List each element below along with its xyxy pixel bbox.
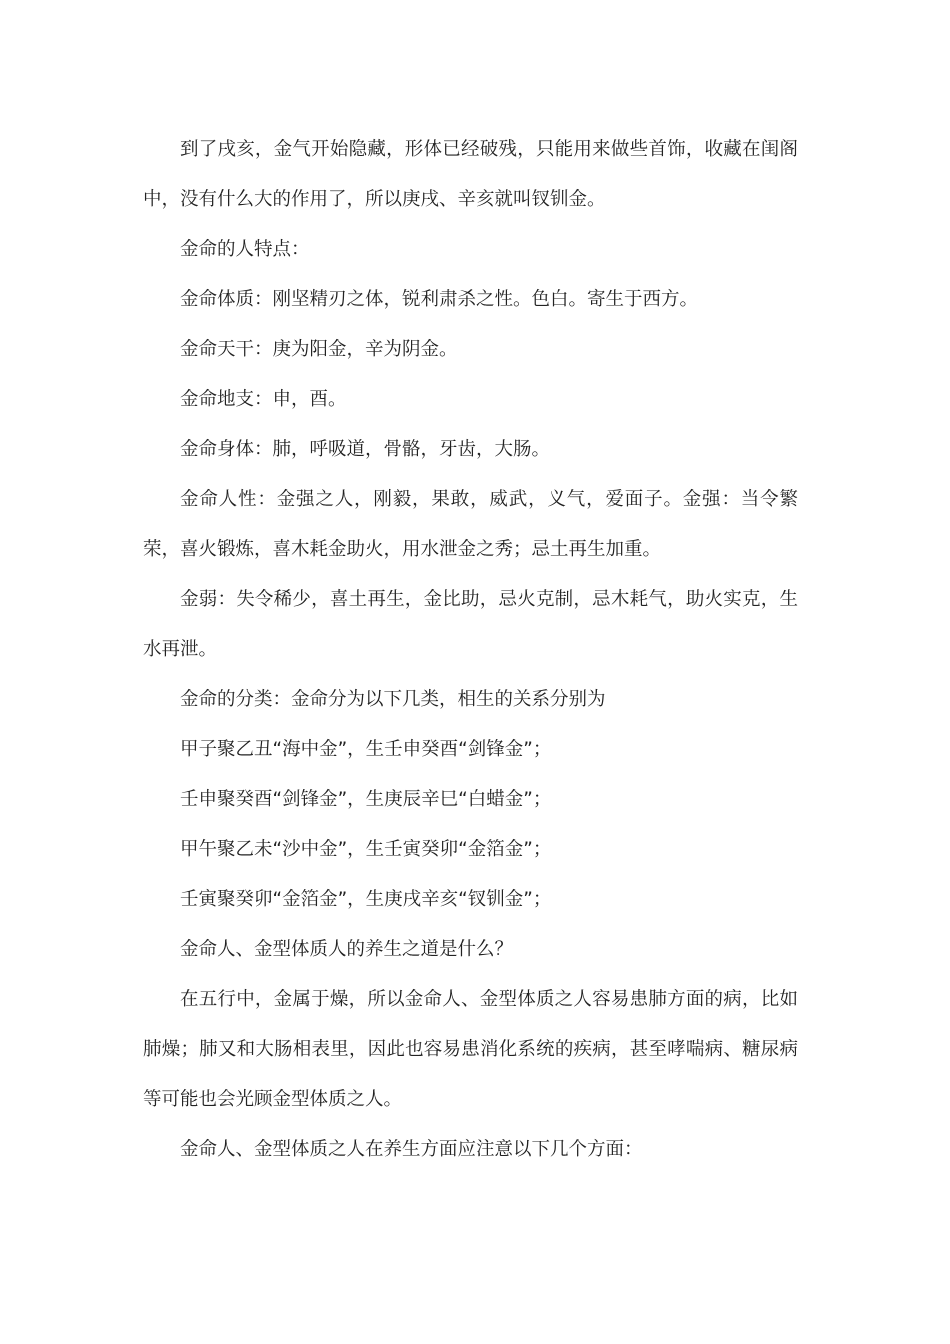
paragraph-constitution: 金命体质：刚坚精刃之体，锐利肃杀之性。色白。寄生于西方。 [180, 289, 699, 310]
paragraph-personality-weak: 金弱：失令稀少，喜土再生，金比助，忌火克制，忌木耗气，助火实克，生水再泄。 [143, 589, 798, 660]
paragraph-class-2: 壬申聚癸酉“剑锋金”，生庚辰辛巳“白蜡金”； [180, 789, 552, 810]
paragraph-class-4: 壬寅聚癸卯“金箔金”，生庚戌辛亥“钗钏金”； [180, 889, 552, 910]
paragraph-health-aspects: 金命人、金型体质之人在养生方面应注意以下几个方面： [180, 1139, 643, 1160]
paragraph-class-1: 甲子聚乙丑“海中金”，生壬申癸酉“剑锋金”； [180, 739, 552, 760]
paragraph-heavenly-stems: 金命天干：庚为阳金，辛为阴金。 [180, 339, 458, 360]
paragraph-health-question: 金命人、金型体质人的养生之道是什么？ [180, 939, 514, 960]
paragraph-health-explanation: 在五行中，金属于燥，所以金命人、金型体质之人容易患肺方面的病，比如肺燥；肺又和大肠相表里，因此也容易患消化系统的疾病，甚至哮喘病、糖尿病等可能也会光顾金型体质之人。 [143, 989, 798, 1110]
paragraph-classification: 金命的分类：金命分为以下几类，相生的关系分别为 [180, 689, 606, 710]
paragraph-class-3: 甲午聚乙未“沙中金”，生壬寅癸卯“金箔金”； [180, 839, 552, 860]
paragraph-earthly-branches: 金命地支：申，酉。 [180, 389, 347, 410]
paragraph-traits-heading: 金命的人特点： [180, 239, 310, 260]
paragraph-wuxu-haijin: 到了戌亥，金气开始隐藏，形体已经破残，只能用来做些首饰，收藏在闺阁中，没有什么大的作用了，所以庚戌、辛亥就叫钗钏金。 [143, 139, 798, 210]
paragraph-body-organs: 金命身体：肺，呼吸道，骨骼，牙齿，大肠。 [180, 439, 551, 460]
document-body [143, 125, 798, 1175]
paragraph-personality-strong: 金命人性：金强之人，刚毅，果敢，威武，义气，爱面子。金强：当令繁荣，喜火锻炼，喜木耗金助火，用水泄金之秀；忌土再生加重。 [143, 489, 798, 560]
